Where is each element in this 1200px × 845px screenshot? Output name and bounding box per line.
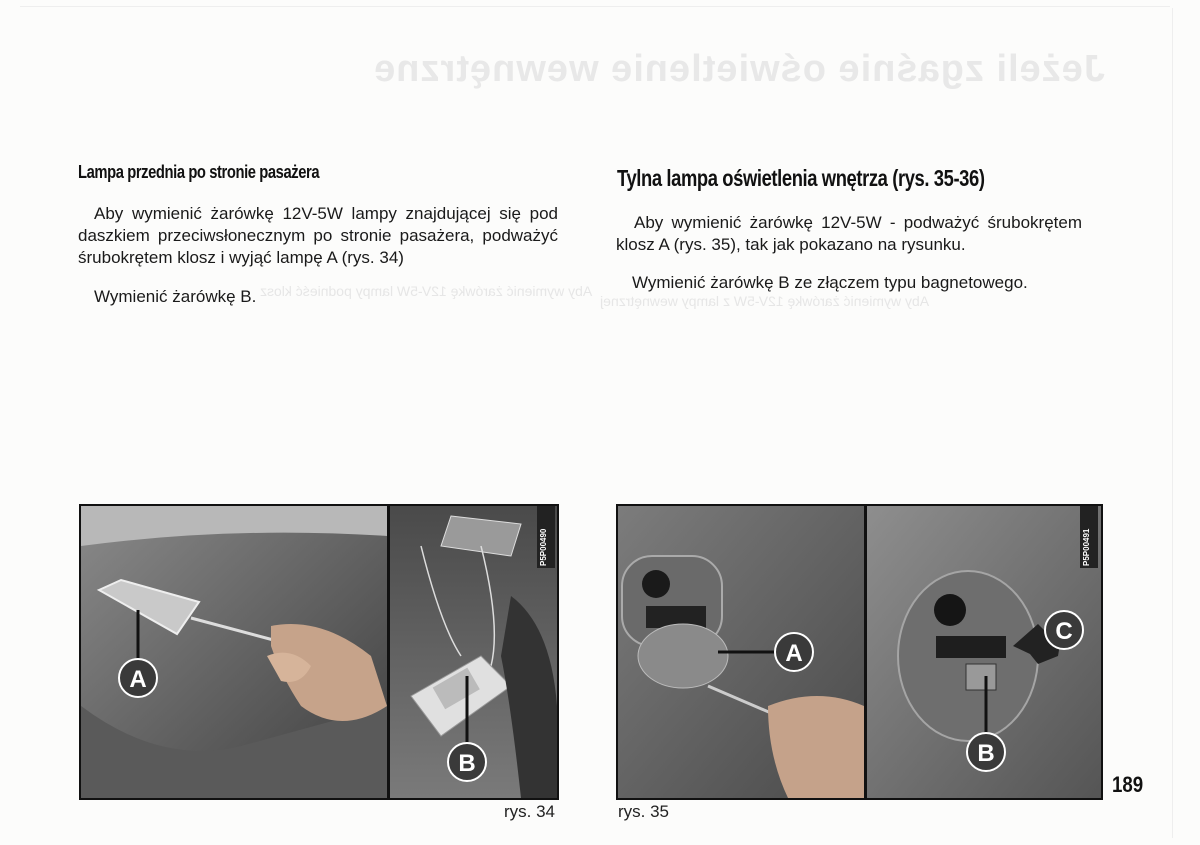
bleed-through-text: Aby wymienić żarówkę 12V-5W z lampy wewnętrznej bbox=[600, 293, 930, 309]
callout-b-label: B bbox=[977, 740, 995, 767]
rear-lamp-bulb-step: Wymienić żarówkę B ze złączem typu bagnetowego. bbox=[632, 273, 1028, 292]
page-number: 189 bbox=[1112, 772, 1144, 797]
figure-34-photo bbox=[79, 504, 559, 800]
bleed-through-text: Aby wymienić żarówkę 12V-5W lampy podnieść klosz bbox=[260, 283, 593, 299]
figure-34-illustration bbox=[81, 506, 557, 798]
section-heading-front-lamp: Lampa przednia po stronie pasażera bbox=[78, 162, 320, 182]
callout-a-label: A bbox=[129, 666, 147, 693]
callout-b-label: B bbox=[458, 750, 476, 777]
figure-35-illustration bbox=[618, 506, 1101, 798]
figure-35-photo bbox=[616, 504, 1103, 800]
front-lamp-bulb-step: Wymienić żarówkę B. bbox=[94, 287, 257, 306]
section-heading-rear-lamp: Tylna lampa oświetlenia wnętrza (rys. 35-36) bbox=[617, 165, 985, 191]
callout-c-label: C bbox=[1055, 618, 1073, 645]
bleed-through-title: Jeżeli zgaśnie oświetlenie wewnętrzne bbox=[373, 48, 1105, 90]
page-edge-top bbox=[20, 6, 1170, 7]
figure-code: P5P00491 bbox=[1082, 528, 1091, 566]
figure-35-caption: rys. 35 bbox=[618, 802, 670, 821]
front-lamp-instructions: Aby wymienić żarówkę 12V-5W lampy znajdującej się pod daszkiem przeciwsłonecznym po stronie pasażera, podważyć śrubokrętem klosz i wyjąć lampę A (rys. 34) bbox=[78, 204, 558, 267]
figure-34-caption: rys. 34 bbox=[504, 802, 556, 821]
page-edge-right bbox=[1172, 8, 1173, 838]
figure-code: P5P00490 bbox=[539, 528, 548, 566]
rear-lamp-instructions: Aby wymienić żarówkę 12V-5W - podważyć śrubokrętem klosz A (rys. 35), tak jak pokazano na rysunku. bbox=[616, 213, 1082, 254]
callout-a-label: A bbox=[785, 640, 803, 667]
